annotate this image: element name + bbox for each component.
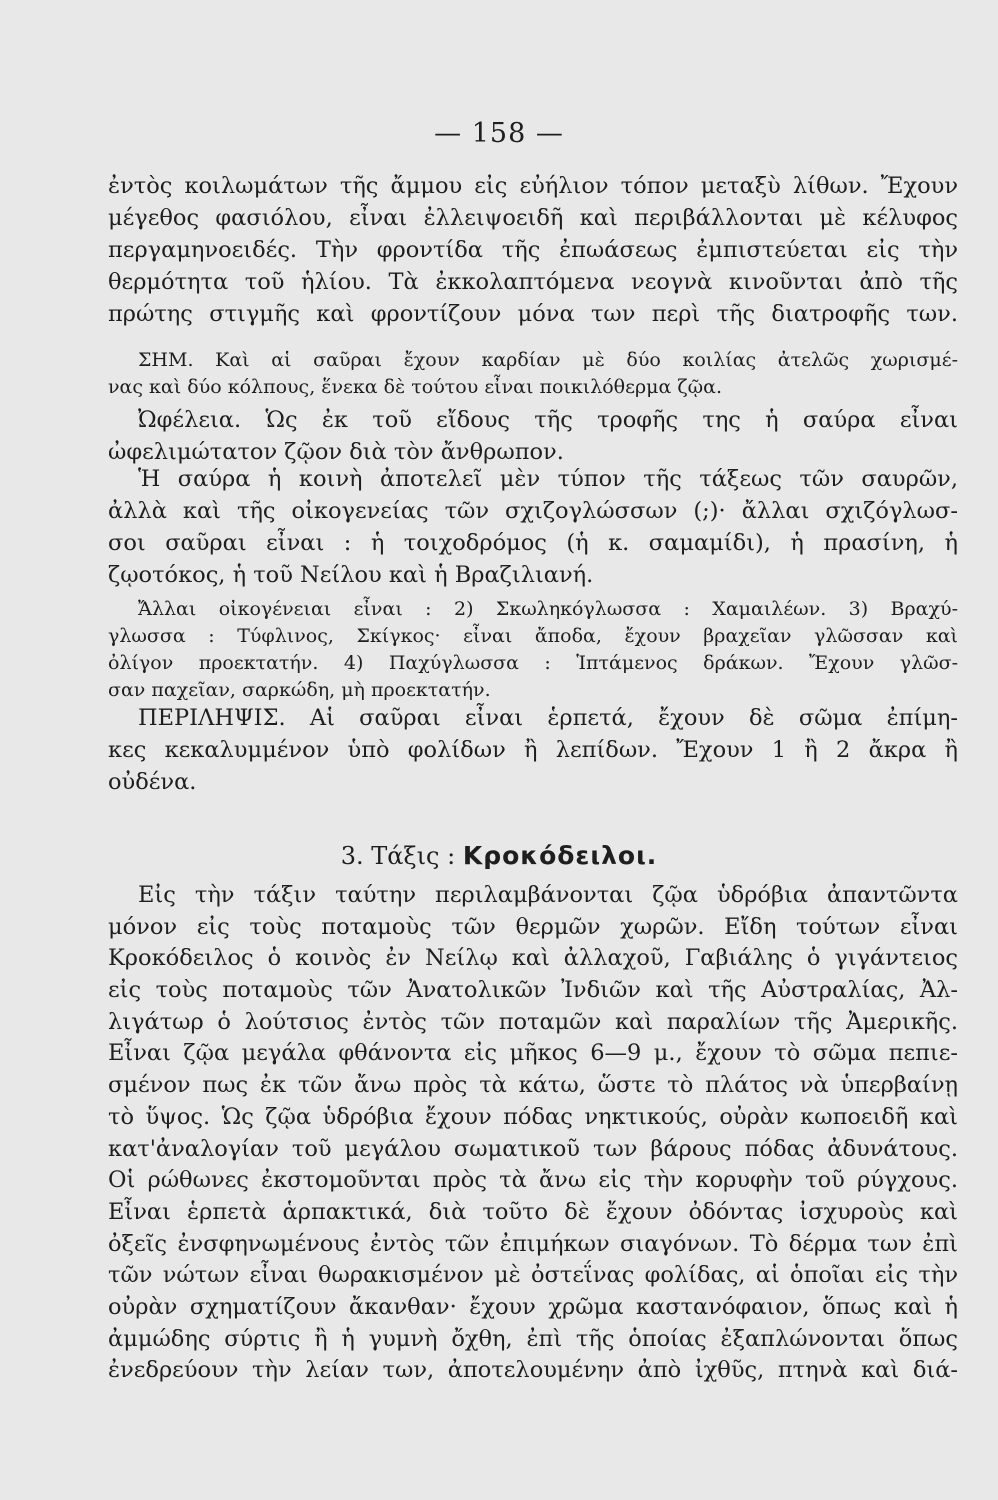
text-line: σμένον πως ἐκ τῶν ἄνω πρὸς τὰ κάτω, ὥστε τὸ πλάτος νὰ ὑπερβαίνῃ <box>108 1072 958 1099</box>
text-line: μόνον εἰς τοὺς ποταμοὺς τῶν θερμῶν χωρῶν. Εἴδη τούτων εἶναι <box>108 913 958 940</box>
text-line: περγαμηνοειδές. Τὴν φροντίδα τῆς ἐπωάσεως ἐμπιστεύεται εἰς τὴν <box>108 237 958 263</box>
note-paragraph <box>108 347 958 401</box>
text-line: ΣΗΜ. Καὶ αἱ σαῦραι ἔχουν καρδίαν μὲ δύο κοιλίας ἀτελῶς χωρισμέ- <box>138 349 958 371</box>
other-families-paragraph <box>108 596 958 704</box>
summary-paragraph <box>108 702 958 798</box>
text-line: τῶν νώτων εἶναι θωρακισμένον μὲ ὀστεΐνας φολίδας, αἱ ὁποῖαι εἰς τὴν <box>108 1262 958 1289</box>
text-line: ἀλλὰ καὶ τῆς οἰκογενείας τῶν σχιζογλώσσων (;)· ἄλλαι σχιζόγλωσ- <box>108 498 958 524</box>
usefulness-paragraph <box>108 404 958 468</box>
section-title: Κροκόδειλοι. <box>462 841 658 870</box>
text-line: ὀλίγον προεκτατήν. 4) Παχύγλωσσα : Ἱπτάμενος δράκων. Ἔχουν γλῶσ- <box>108 652 958 674</box>
text-line: σοι σαῦραι εἶναι : ἡ τοιχοδρόμος (ἡ κ. σαμαμίδι), ἡ πρασίνη, ἡ <box>108 530 958 556</box>
text-line: κατ'ἀναλογίαν τοῦ μεγάλου σωματικοῦ των βάρους πόδας ἀδυνάτους. <box>108 1135 958 1162</box>
text-line: οὐρὰν σχηματίζουν ἄκανθαν· ἔχουν χρῶμα καστανόφαιον, ὅπως καὶ ἡ <box>108 1293 958 1320</box>
text-line: εἰς τοὺς ποταμοὺς τῶν Ἀνατολικῶν Ἰνδιῶν καὶ τῆς Αὐστραλίας, Ἀλ- <box>108 977 958 1004</box>
text-line: τὸ ὕψος. Ὡς ζῷα ὑδρόβια ἔχουν πόδας νηκτικούς, οὐρὰν κωποειδῆ καὶ <box>108 1103 958 1130</box>
text-line: Οἱ ρώθωνες ἐκστομοῦνται πρὸς τὰ ἄνω εἰς τὴν κορυφὴν τοῦ ρύγχους. <box>108 1167 958 1194</box>
crocodiles-paragraph <box>108 880 958 1387</box>
text-line: Ἡ σαύρα ἡ κοινὴ ἀποτελεῖ μὲν τύπον τῆς τάξεως τῶν σαυρῶν, <box>138 466 958 492</box>
text-line: ὠφελιμώτατον ζῷον διὰ τὸν ἄνθρωπον. <box>108 439 564 465</box>
text-line: κες κεκαλυμμένον ὑπὸ φολίδων ἢ λεπίδων. Ἔχουν 1 ἢ 2 ἄκρα ἢ <box>108 737 958 763</box>
paragraph-egg-incubation <box>108 170 958 330</box>
text-line: ΠΕΡΙΛΗΨΙΣ. Αἱ σαῦραι εἶναι ἑρπετά, ἔχουν δὲ σῶμα ἐπίμη- <box>138 705 958 731</box>
text-line: Εἶναι ἑρπετὰ ἁρπακτικά, διὰ τοῦτο δὲ ἔχουν ὀδόντας ἰσχυροὺς καὶ <box>108 1198 958 1225</box>
section-number: 3. Τάξις : <box>340 842 456 870</box>
text-line: θερμότητα τοῦ ἡλίου. Τὰ ἐκκολαπτόμενα νεογνὰ κινοῦνται ἀπὸ τῆς <box>108 269 958 295</box>
common-lizard-paragraph <box>108 463 958 591</box>
section-heading <box>0 838 998 874</box>
text-line: λιγάτωρ ὁ λούτσιος ἐντὸς τῶν ποταμῶν καὶ παραλίων τῆς Ἀμερικῆς. <box>108 1008 958 1035</box>
text-line: Εἰς τὴν τάξιν ταύτην περιλαμβάνονται ζῷα ὑδρόβια ἀπαντῶντα <box>138 882 958 908</box>
text-line: Ἄλλαι οἰκογένειαι εἶναι : 2) Σκωληκόγλωσσα : Χαμαιλέων. 3) Βραχύ- <box>138 598 958 620</box>
text-line: ἐνεδρεύουν τὴν λείαν των, ἀποτελουμένην ἀπὸ ἰχθῦς, πτηνὰ καὶ διά- <box>108 1357 958 1384</box>
text-line: πρώτης στιγμῆς καὶ φροντίζουν μόνα των περὶ τῆς διατροφῆς των. <box>108 301 958 327</box>
text-line: ἐντὸς κοιλωμάτων τῆς ἄμμου εἰς εὐήλιον τόπον μεταξὺ λίθων. Ἔχουν <box>108 173 958 199</box>
text-line: νας καὶ δύο κόλπους, ἕνεκα δὲ τούτου εἶναι ποικιλόθερμα ζῷα. <box>108 376 723 398</box>
text-line: μέγεθος φασιόλου, εἶναι ἐλλειψοειδῆ καὶ περιβάλλονται μὲ κέλυφος <box>108 205 958 231</box>
text-line: ὀξεῖς ἐνσφηνωμένους ἐντὸς τῶν ἐπιμήκων σιαγόνων. Τὸ δέρμα των ἐπὶ <box>108 1230 958 1257</box>
text-line: Κροκόδειλος ὁ κοινὸς ἐν Νείλῳ καὶ ἀλλαχοῦ, Γαβιάλης ὁ γιγάντειος <box>108 945 958 972</box>
text-line: Ὠφέλεια. Ὡς ἐκ τοῦ εἴδους τῆς τροφῆς της ἡ σαύρα εἶναι <box>138 407 958 433</box>
text-line: γλωσσα : Τύφλινος, Σκίγκος· εἶναι ἄποδα, ἔχουν βραχεῖαν γλῶσσαν καὶ <box>108 625 958 647</box>
text-line: ἀμμώδης σύρτις ἢ ἡ γυμνὴ ὄχθη, ἐπὶ τῆς ὁποίας ἐξαπλώνονται ὅπως <box>108 1325 958 1352</box>
text-line: οὐδένα. <box>108 769 197 795</box>
text-line: ζῳοτόκος, ἡ τοῦ Νείλου καὶ ἡ Βραζιλιανή. <box>108 562 594 588</box>
page-number: — 158 — <box>434 118 564 149</box>
text-line: σαν παχεῖαν, σαρκώδη, μὴ προεκτατήν. <box>108 679 491 701</box>
text-line: Εἶναι ζῷα μεγάλα φθάνοντα εἰς μῆκος 6—9 μ., ἔχουν τὸ σῶμα πεπιε- <box>108 1040 958 1067</box>
